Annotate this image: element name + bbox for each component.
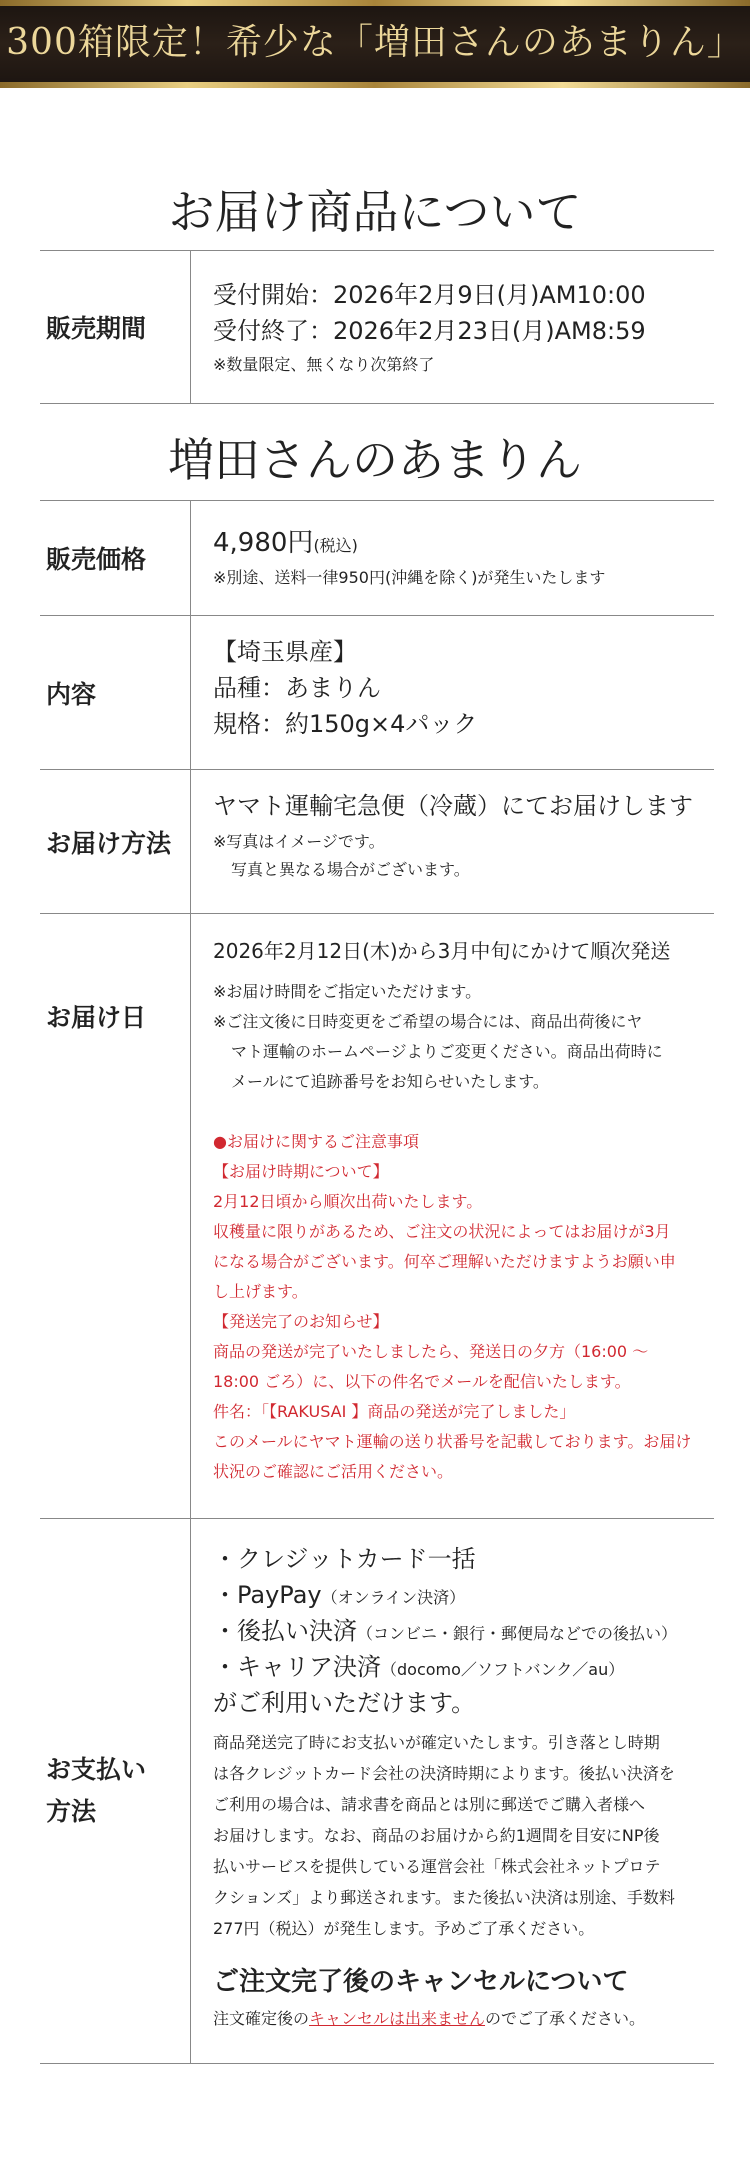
payment-detail-line: クションズ」より郵送されます。また後払い決済は別途、手数料	[213, 1888, 675, 1907]
caution-line: 件名：「【RAKUSAI 】商品の発送が完了しました」	[213, 1402, 576, 1421]
payment-label	[40, 1519, 191, 2063]
payment-content	[191, 1519, 714, 2063]
delivery-date-notes	[213, 977, 714, 1097]
period-label: 販売期間	[40, 251, 191, 403]
caution-line: 【発送完了のお知らせ】	[213, 1312, 389, 1331]
payment-label-line: お支払い	[46, 1755, 147, 1784]
payment-available: がご利用いただけます。	[213, 1689, 476, 1717]
caution-line: 2月12日頃から順次出荷いたします。	[213, 1192, 483, 1211]
contents-line: 【埼玉県産】	[213, 638, 357, 666]
price-content	[191, 501, 714, 615]
payment-method-main: ・キャリア決済	[213, 1653, 381, 1681]
delivery-date-note: メールにて追跡番号をお知らせいたします。	[231, 1072, 549, 1091]
payment-method-sub: （docomo／ソフトバンク／au）	[381, 1660, 625, 1679]
cancel-policy-text	[213, 2004, 714, 2034]
section-title-product-name: 増田さんのあまりん	[168, 433, 582, 487]
contents-content	[191, 616, 714, 769]
caution-line: し上げます。	[213, 1282, 308, 1301]
payment-method	[213, 1613, 714, 1649]
payment-row	[40, 1519, 714, 2064]
payment-method	[213, 1577, 714, 1613]
payment-label-line: 方法	[46, 1797, 97, 1826]
price-tax: (税込)	[313, 536, 358, 555]
cancel-policy-link[interactable]: キャンセルは出来ません	[309, 2009, 486, 2028]
payment-method	[213, 1649, 714, 1685]
delivery-date-row	[40, 914, 714, 1519]
caution-line: ●お届けに関するご注意事項	[213, 1132, 419, 1151]
banner-title: 300箱限定！希少な「増田さんのあまりん」	[6, 22, 744, 63]
delivery-method-main: ヤマト運輸宅急便（冷蔵）にてお届けします	[213, 792, 693, 820]
section-title-product-info: お届け商品について	[168, 185, 582, 239]
caution-line: になる場合がございます。何卒ご理解いただけますようお願い申	[213, 1252, 676, 1271]
caution-line: このメールにヤマト運輸の送り状番号を記載しております。お届け	[213, 1432, 692, 1451]
cancel-policy-post: のでご了承ください。	[485, 2009, 646, 2028]
price-label: 販売価格	[40, 501, 191, 615]
payment-detail	[213, 1727, 714, 1944]
payment-method-sub: （オンライン決済）	[321, 1588, 466, 1607]
payment-detail-line: お届けします。なお、商品のお届けから約1週間を目安にNP後	[213, 1826, 660, 1845]
banner-gold-border-bottom	[0, 82, 750, 88]
payment-detail-line: 払いサービスを提供している運営会社「株式会社ネットプロテ	[213, 1857, 661, 1876]
caution-line: 18:00 ごろ）に、以下の件名でメールを配信いたします。	[213, 1372, 631, 1391]
period-table	[40, 250, 714, 404]
delivery-caution-block	[213, 1127, 714, 1487]
payment-detail-line: ご利用の場合は、請求書を商品とは別に郵送でご購入者様へ	[213, 1795, 646, 1814]
contents-line: 規格：約150g×4パック	[213, 710, 478, 738]
caution-line: 商品の発送が完了いたしましたら、発送日の夕方（16:00 〜	[213, 1342, 649, 1361]
delivery-date-note: ※お届け時間をご指定いただけます。	[213, 982, 482, 1001]
price-note: ※別途、送料一律950円(沖縄を除く)が発生いたします	[213, 568, 606, 587]
period-start: 受付開始：2026年2月9日(月)AM10:00	[213, 281, 646, 309]
delivery-method-row	[40, 770, 714, 914]
period-content	[191, 251, 714, 403]
payment-method-main: ・PayPay	[213, 1581, 322, 1609]
delivery-method-note: ※写真はイメージです。	[213, 832, 385, 851]
payment-method	[213, 1541, 714, 1577]
delivery-method-label: お届け方法	[40, 770, 191, 913]
payment-detail-line: 商品発送完了時にお支払いが確定いたします。引き落とし時期	[213, 1733, 660, 1752]
delivery-date-content	[191, 914, 714, 1518]
period-note: ※数量限定、無くなり次第終了	[213, 355, 435, 374]
price-amount: 4,980円	[213, 528, 314, 558]
banner-gold-border-top	[0, 0, 750, 6]
delivery-date-label: お届け日	[40, 914, 191, 1518]
period-row	[40, 251, 714, 404]
delivery-date-note: マト運輸のホームページよりご変更ください。商品出荷時に	[231, 1042, 663, 1061]
payment-method-sub: （コンビニ・銀行・郵便局などでの後払い）	[357, 1624, 678, 1643]
price-row	[40, 501, 714, 616]
contents-row	[40, 616, 714, 770]
delivery-method-content	[191, 770, 714, 913]
delivery-method-note: 写真と異なる場合がございます。	[231, 860, 470, 879]
cancel-policy-pre: 注文確定後の	[213, 2009, 310, 2028]
delivery-date-note: ※ご注文後に日時変更をご希望の場合には、商品出荷後にヤ	[213, 1012, 643, 1031]
product-table	[40, 500, 714, 2064]
contents-label: 内容	[40, 616, 191, 769]
delivery-date-main: 2026年2月12日(木)から3月中旬にかけて順次発送	[213, 939, 671, 963]
payment-method-main: ・クレジットカード一括	[213, 1545, 476, 1573]
caution-line: 状況のご確認にご活用ください。	[213, 1462, 454, 1481]
contents-line: 品種：あまりん	[213, 674, 381, 702]
payment-detail-line: は各クレジットカード会社の決済時期によります。後払い決済を	[213, 1764, 675, 1783]
caution-line: 収穫量に限りがあるため、ご注文の状況によってはお届けが3月	[213, 1222, 671, 1241]
caution-line: 【お届け時期について】	[213, 1162, 389, 1181]
payment-method-main: ・後払い決済	[213, 1617, 357, 1645]
header-banner	[0, 0, 750, 88]
period-end: 受付終了：2026年2月23日(月)AM8:59	[213, 317, 646, 345]
cancel-policy-title: ご注文完了後のキャンセルについて	[213, 1967, 629, 1997]
payment-detail-line: 277円（税込）が発生します。予めご了承ください。	[213, 1919, 595, 1938]
